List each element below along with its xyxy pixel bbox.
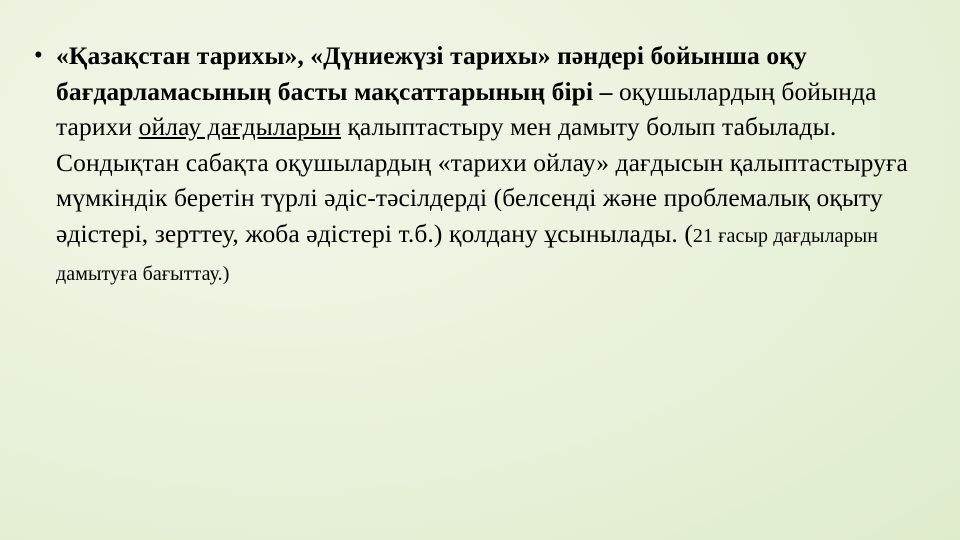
paragraph-plain-segment-1: оқушылардың бойында тарихи	[56, 76, 877, 141]
list-item	[26, 38, 926, 293]
paragraph-bold-segment: «Қазақстан тарихы», «Дүниежүзі тарихы» пәндері бойынша оқу бағдарламасының басты мақсаттарының бірі –	[56, 41, 807, 106]
paragraph-underlined-segment: ойлау дағдыларын	[138, 112, 341, 141]
paragraph-plain-segment-2: қалыптастыру мен дамыту болып табылады. Сондықтан сабақта оқушылардың «тарихи ойлау» дағдысын қалыптастыруға мүмкіндік беретін түрлі әдіс-тәсілдерді (белсенді және проблемалық оқыту әдістері, зерттеу, жоба әдістері т.б.) қолдану ұсынылады. (	[56, 112, 908, 248]
body-paragraph	[56, 38, 926, 293]
slide-content	[26, 38, 926, 293]
bullet-marker: •	[34, 42, 43, 69]
paragraph-small-segment: 21 ғасыр дағдыларын дамытуға бағыттау.)	[56, 224, 879, 285]
